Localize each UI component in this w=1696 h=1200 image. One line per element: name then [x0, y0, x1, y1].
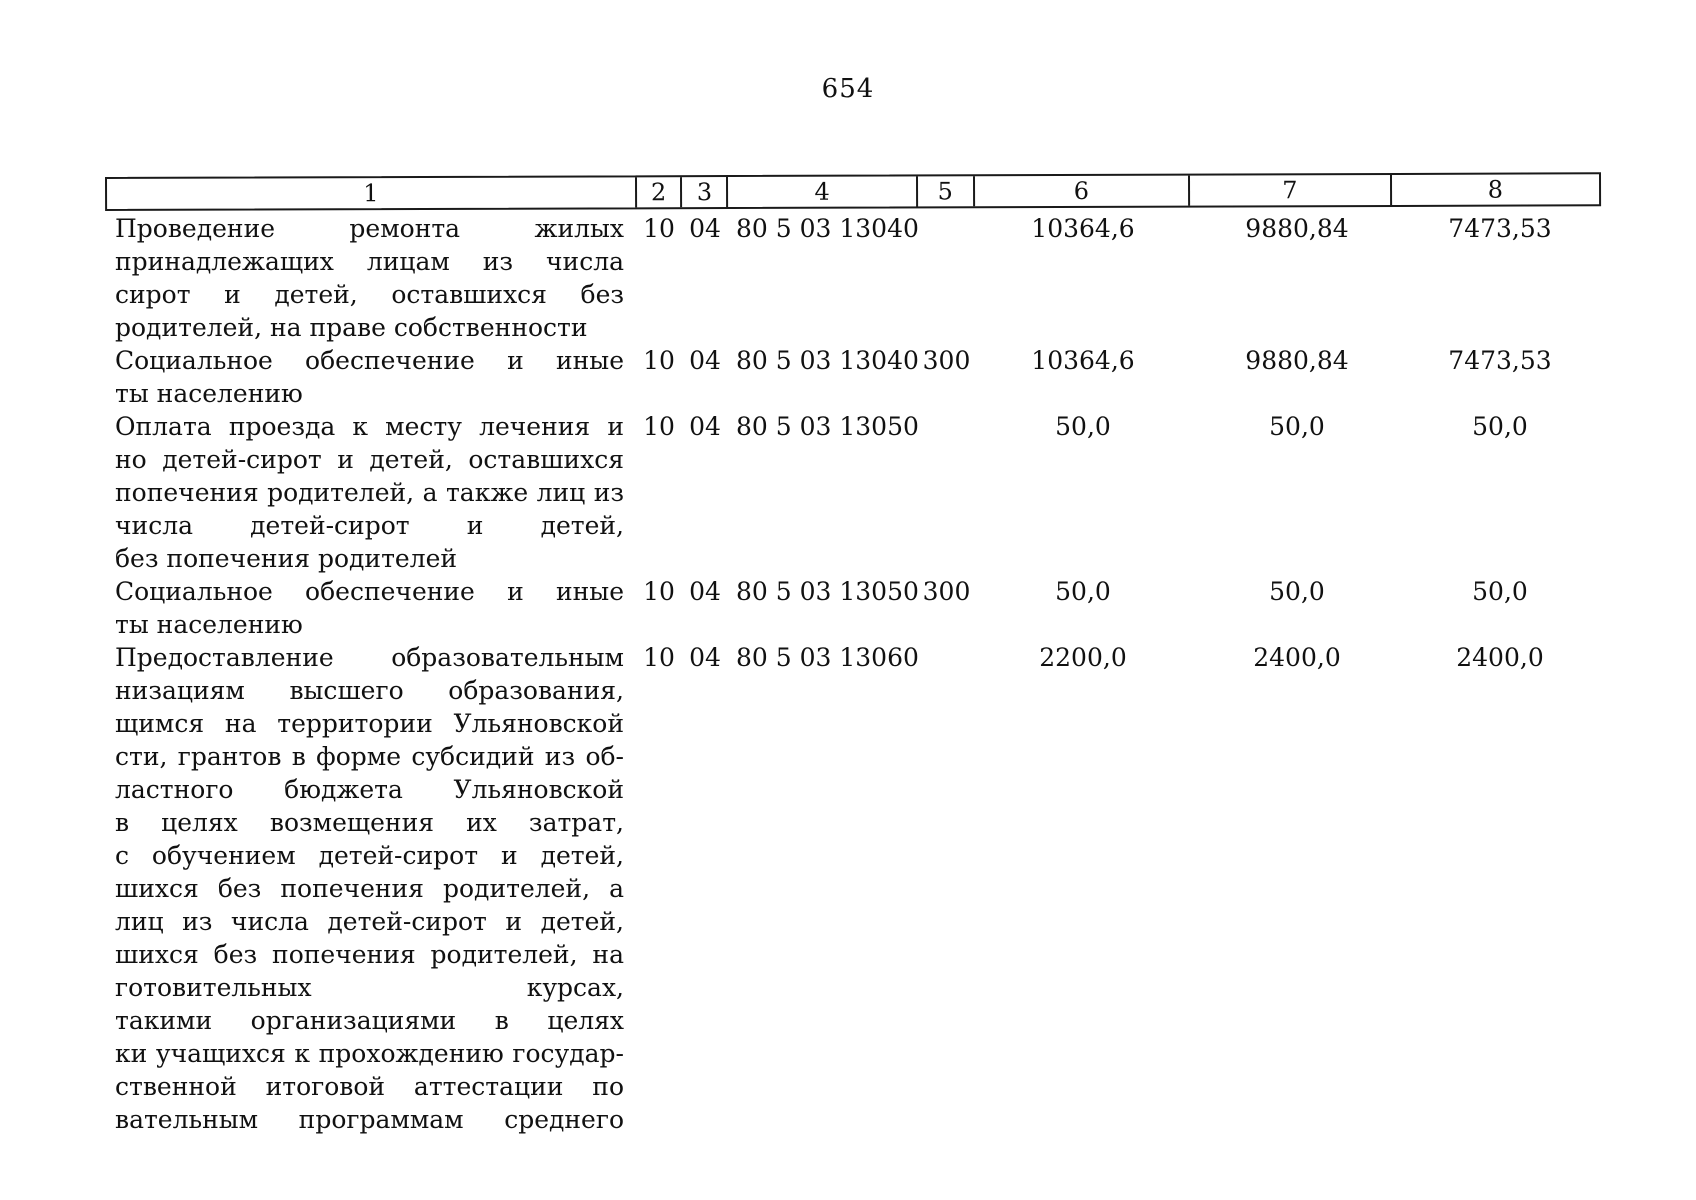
description-line: сти, грантов в форме субсидий из об-: [115, 742, 624, 771]
cell-amount-year-1: 10364,6: [1031, 346, 1135, 375]
description-line: Проведение ремонта жилых: [115, 214, 624, 243]
description-line: Социальное обеспечение и иные: [115, 577, 624, 606]
table-row: [105, 641, 1601, 1136]
cell-amount-year-1: 10364,6: [1031, 214, 1135, 243]
cell-expense-type-code: 300: [922, 346, 971, 375]
row-description: [105, 575, 636, 641]
description-line: готовительных курсах,: [115, 973, 624, 1002]
description-line: но детей-сирот и детей, оставшихся: [115, 445, 624, 474]
header-col-7: 7: [1190, 175, 1392, 206]
description-line: шихся без попечения родителей, а: [115, 874, 624, 903]
description-line: ты населению: [115, 610, 303, 639]
description-line: низациям высшего образования,: [115, 676, 624, 705]
cell-target-article-code: 80 5 03 13060: [736, 643, 919, 672]
row-description: [105, 344, 636, 410]
header-col-4: 4: [728, 176, 918, 207]
cell-amount-year-3: 7473,53: [1448, 346, 1552, 375]
cell-section-code: 10: [643, 346, 675, 375]
cell-target-article-code: 80 5 03 13050: [736, 412, 919, 441]
header-col-6: 6: [975, 176, 1191, 207]
description-line: Предоставление образовательным: [115, 643, 624, 672]
header-col-5: 5: [918, 176, 975, 206]
cell-section-code: 10: [643, 412, 675, 441]
description-line: без попечения родителей: [115, 544, 458, 573]
description-line: лиц из числа детей-сирот и детей,: [115, 907, 624, 936]
budget-table-body: [105, 212, 1601, 1136]
table-row: [105, 344, 1601, 410]
header-col-3: 3: [682, 177, 728, 207]
row-description: [105, 641, 636, 1136]
description-line: родителей, на праве собственности: [115, 313, 588, 342]
row-description: [105, 410, 636, 575]
header-col-2: 2: [637, 177, 683, 207]
description-line: с обучением детей-сирот и детей,: [115, 841, 624, 870]
table-header-row: [105, 172, 1601, 211]
cell-amount-year-2: 2400,0: [1253, 643, 1341, 672]
description-line: принадлежащих лицам из числа: [115, 247, 624, 276]
cell-amount-year-1: 50,0: [1055, 577, 1111, 606]
cell-subsection-code: 04: [689, 577, 721, 606]
cell-target-article-code: 80 5 03 13040: [736, 346, 919, 375]
cell-amount-year-3: 2400,0: [1456, 643, 1544, 672]
description-line: Социальное обеспечение и иные: [115, 346, 624, 375]
description-line: вательным программам среднего: [115, 1105, 624, 1134]
table-row: [105, 575, 1601, 641]
description-line: в целях возмещения их затрат,: [115, 808, 624, 837]
description-line: ки учащихся к прохождению государ-: [115, 1039, 624, 1068]
cell-amount-year-2: 9880,84: [1245, 346, 1349, 375]
description-line: сирот и детей, оставшихся без: [115, 280, 624, 309]
description-line: щимся на территории Ульяновской: [115, 709, 624, 738]
cell-subsection-code: 04: [689, 346, 721, 375]
page-number: 654: [821, 74, 875, 104]
cell-amount-year-3: 50,0: [1472, 412, 1528, 441]
description-line: Оплата проезда к месту лечения и: [115, 412, 624, 441]
description-line: ты населению: [115, 379, 303, 408]
cell-expense-type-code: 300: [922, 577, 971, 606]
cell-subsection-code: 04: [689, 214, 721, 243]
cell-subsection-code: 04: [689, 412, 721, 441]
table-row: [105, 212, 1601, 344]
description-line: ластного бюджета Ульяновской: [115, 775, 624, 804]
cell-target-article-code: 80 5 03 13050: [736, 577, 919, 606]
cell-amount-year-3: 50,0: [1472, 577, 1528, 606]
row-description: [105, 212, 636, 344]
description-line: шихся без попечения родителей, на: [115, 940, 624, 969]
header-col-1: 1: [107, 177, 637, 209]
cell-section-code: 10: [643, 643, 675, 672]
description-line: такими организациями в целях: [115, 1006, 624, 1035]
cell-subsection-code: 04: [689, 643, 721, 672]
description-line: ственной итоговой аттестации по: [115, 1072, 624, 1101]
description-line: числа детей-сирот и детей,: [115, 511, 624, 540]
cell-amount-year-2: 50,0: [1269, 577, 1325, 606]
table-row: [105, 410, 1601, 575]
cell-section-code: 10: [643, 214, 675, 243]
cell-section-code: 10: [643, 577, 675, 606]
cell-target-article-code: 80 5 03 13040: [736, 214, 919, 243]
cell-amount-year-2: 9880,84: [1245, 214, 1349, 243]
cell-amount-year-2: 50,0: [1269, 412, 1325, 441]
cell-amount-year-3: 7473,53: [1448, 214, 1552, 243]
header-col-8: 8: [1487, 175, 1503, 204]
cell-amount-year-1: 50,0: [1055, 412, 1111, 441]
description-line: попечения родителей, а также лиц из: [115, 478, 624, 507]
cell-amount-year-1: 2200,0: [1039, 643, 1127, 672]
